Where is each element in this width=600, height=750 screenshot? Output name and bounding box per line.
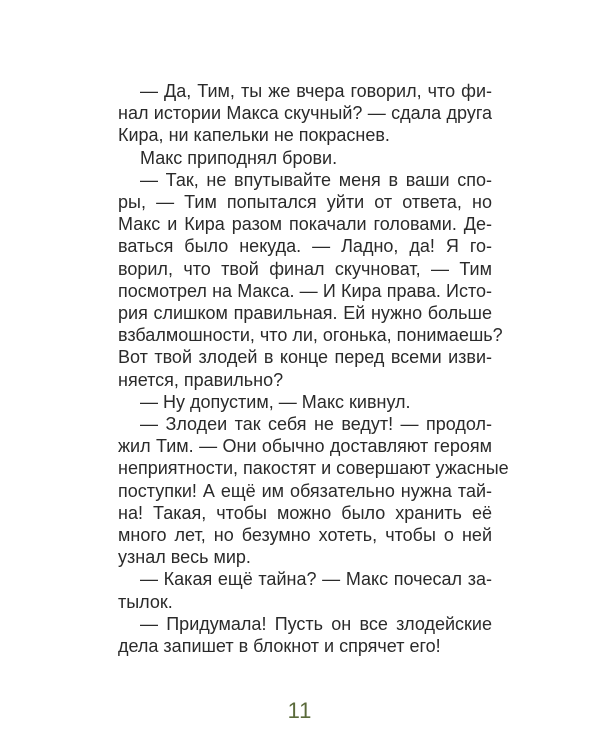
text-line: Макс приподнял брови.: [140, 147, 338, 168]
text-line: узнал весь мир.: [118, 547, 251, 568]
text-line: много лет, но безумно хотеть, чтобы о ней: [118, 525, 492, 545]
text-line: Вот твой злодей в конце перед всеми изви-: [118, 347, 492, 368]
text-line: посмотрел на Макса. — И Кира права. Исто-: [118, 280, 492, 301]
text-line: тылок.: [118, 591, 173, 612]
text-line: дела запишет в блокнот и спрячет его!: [118, 636, 441, 656]
text-line: поступки! А ещё им обязательно нужна тай-: [118, 480, 492, 501]
text-line: — Так, не впутывайте меня в ваши спо-: [140, 169, 492, 190]
text-line: нал истории Макса скучный? — сдала друга: [118, 103, 492, 124]
text-line: жил Тим. — Они обычно доставляют героям: [118, 436, 492, 457]
text-line: рия слишком правильная. Ей нужно больше: [118, 303, 492, 323]
text-line: ворил, что твой финал скучноват, — Тим: [118, 258, 492, 279]
text-line: ры, — Тим попытался уйти от ответа, но: [118, 192, 492, 212]
text-line: ваться было некуда. — Ладно, да! Я го-: [118, 236, 492, 257]
text-line: взбалмошности, что ли, огонька, понимаешь?: [118, 325, 503, 346]
text-line: — Какая ещё тайна? — Макс почесал за-: [140, 569, 492, 590]
text-line: неприятности, пакостят и совершают ужасные: [118, 458, 509, 479]
text-line: — Придумала! Пусть он все злодейские: [140, 613, 492, 634]
page-number: 11: [287, 698, 313, 723]
text-line: — Ну допустим, — Макс кивнул.: [140, 391, 411, 412]
text-line: Макс и Кира разом покачали головами. Де-: [118, 214, 492, 235]
text-line: — Злодеи так себя не ведут! — продол-: [140, 414, 492, 434]
text-line: няется, правильно?: [118, 369, 284, 390]
text-line: на! Такая, чтобы можно было хранить её: [118, 502, 492, 523]
text-line: — Да, Тим, ты же вчера говорил, что фи-: [140, 81, 492, 101]
text-line: Кира, ни капельки не покраснев.: [118, 125, 390, 146]
